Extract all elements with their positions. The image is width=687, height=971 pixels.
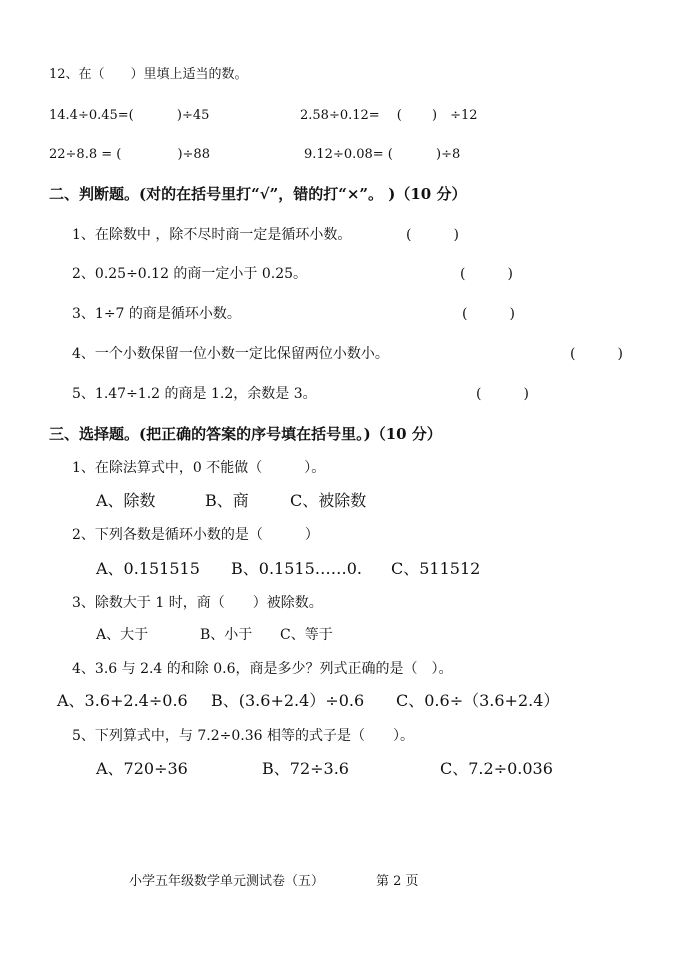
choice-q4-text: 4、3.6 与 2.4 的和除 0.6，商是多少？列式正确的是（ ）。 — [72, 661, 453, 677]
judge-item-1-blank[interactable]: ( ) — [406, 227, 459, 243]
choice-q2-text: 2、下列各数是循环小数的是（ ） — [72, 527, 319, 543]
footer-page-number: 第 2 页 — [376, 874, 419, 889]
choice-q1-option-a: A、除数 — [96, 491, 156, 510]
choice-q4-option-b: B、(3.6+2.4）÷0.6 — [211, 691, 365, 710]
judge-item-5-blank[interactable]: ( ) — [476, 386, 529, 402]
choice-q1-text: 1、在除法算式中，0 不能做（ ）。 — [72, 460, 326, 476]
choice-q3-option-a: A、大于 — [96, 627, 149, 643]
judge-item-2-text: 2、0.25÷0.12 的商一定小于 0.25。 — [72, 266, 308, 282]
choice-q2-option-a: A、0.151515 — [96, 559, 200, 578]
q12-item-1: 14.4÷0.45=( )÷45 — [49, 108, 210, 123]
choice-q3-option-c: C、等于 — [280, 627, 333, 643]
choice-q1-option-c: C、被除数 — [290, 491, 367, 510]
judge-item-4-text: 4、一个小数保留一位小数一定比保留两位小数小。 — [72, 346, 389, 362]
choice-q3-option-b: B、小于 — [200, 627, 253, 643]
judge-item-2-blank[interactable]: ( ) — [460, 266, 513, 282]
choice-q5-option-b: B、72÷3.6 — [262, 759, 349, 778]
choice-q4-option-a: A、3.6+2.4÷0.6 — [57, 691, 188, 710]
choice-q2-option-b: B、0.1515……0. — [231, 559, 363, 578]
choice-q3-text: 3、除数大于 1 时，商（ ）被除数。 — [72, 595, 323, 611]
section2-heading: 二、判断题。(对的在括号里打“√”，错的打“×”。 )（10 分） — [49, 185, 467, 203]
judge-item-4-blank[interactable]: ( ) — [570, 346, 623, 362]
choice-q5-option-c: C、7.2÷0.036 — [440, 759, 553, 778]
choice-q5-option-a: A、720÷36 — [96, 759, 188, 778]
choice-q4-option-c: C、0.6÷（3.6+2.4） — [396, 691, 560, 710]
choice-q1-option-b: B、商 — [205, 491, 249, 510]
judge-item-3-text: 3、1÷7 的商是循环小数。 — [72, 306, 241, 322]
choice-q2-option-c: C、511512 — [391, 559, 481, 578]
q12-item-4: 9.12÷0.08= ( )÷8 — [304, 147, 461, 162]
q12-item-2: 2.58÷0.12= ( ) ÷12 — [300, 108, 478, 123]
q12-title: 12、在（ ）里填上适当的数。 — [49, 67, 248, 82]
footer-title: 小学五年级数学单元测试卷（五） — [129, 874, 325, 889]
q12-item-3: 22÷8.8 = ( )÷88 — [49, 147, 210, 162]
judge-item-5-text: 5、1.47÷1.2 的商是 1.2，余数是 3。 — [72, 386, 317, 402]
choice-q5-text: 5、下列算式中，与 7.2÷0.36 相等的式子是（ ）。 — [72, 728, 414, 744]
judge-item-3-blank[interactable]: ( ) — [462, 306, 515, 322]
judge-item-1-text: 1、在除数中 ，除不尽时商一定是循环小数。 — [72, 227, 352, 243]
section3-heading: 三、选择题。(把正确的答案的序号填在括号里。)（10 分） — [49, 425, 442, 443]
